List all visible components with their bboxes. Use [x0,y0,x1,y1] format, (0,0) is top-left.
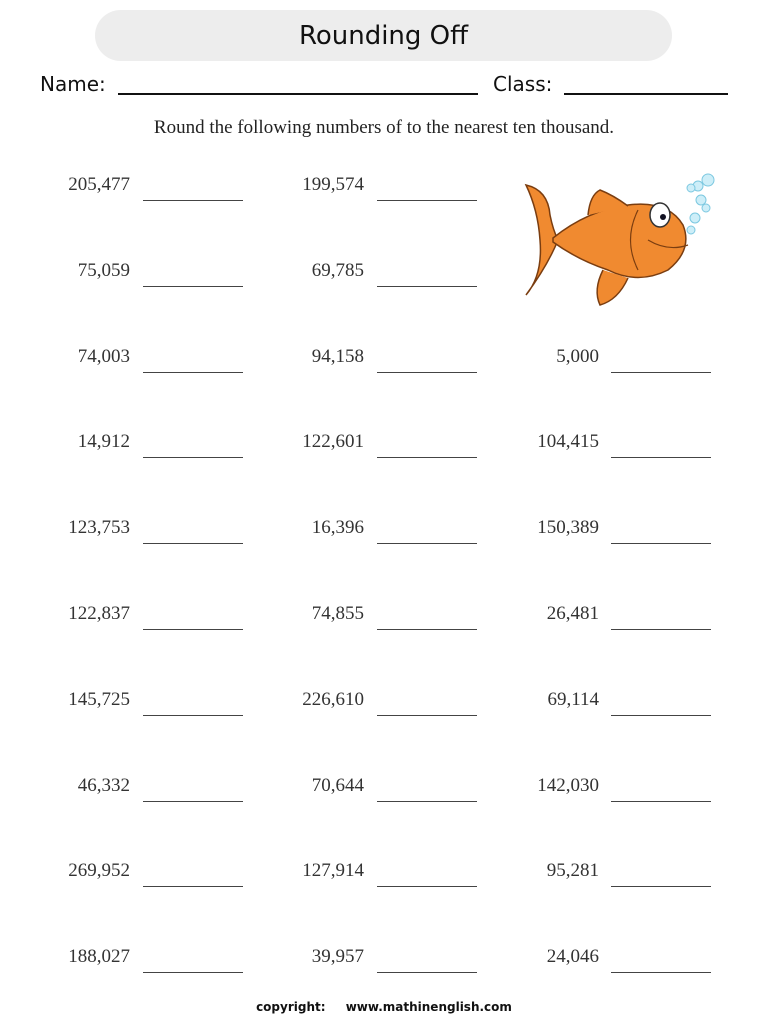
problem-number: 188,027 [68,946,130,968]
answer-blank[interactable] [143,529,243,544]
answer-blank[interactable] [143,787,243,802]
answer-blank[interactable] [611,701,711,716]
answer-blank[interactable] [611,958,711,973]
problem-number: 14,912 [77,431,130,453]
bubbles-icon [687,174,714,234]
problem-number: 127,914 [302,860,364,882]
answer-blank[interactable] [377,787,477,802]
problem-number: 70,644 [311,774,364,796]
answer-blank[interactable] [377,443,477,458]
class-blank[interactable] [564,93,728,95]
problem-number: 74,003 [77,345,130,367]
answer-blank[interactable] [377,529,477,544]
answer-blank[interactable] [143,958,243,973]
problem-number: 104,415 [537,431,599,453]
problem-number: 150,389 [537,517,599,539]
answer-blank[interactable] [143,358,243,373]
answer-blank[interactable] [377,615,477,630]
answer-blank[interactable] [377,958,477,973]
problem-number: 24,046 [546,946,599,968]
copyright-label: copyright: [256,1000,326,1014]
fish-icon [526,185,688,305]
goldfish-illustration [518,170,718,310]
footer [0,1000,768,1014]
problem-number: 199,574 [302,174,364,195]
answer-blank[interactable] [377,272,477,287]
problem-number: 26,481 [546,603,599,624]
instructions: Round the following numbers of to the nearest ten thousand. [153,117,615,138]
answer-blank[interactable] [611,872,711,887]
problem-number: 269,952 [68,860,130,882]
answer-blank[interactable] [143,443,243,458]
answer-blank[interactable] [611,615,711,630]
problem-number: 205,477 [68,174,130,195]
problem-number: 122,601 [302,431,364,453]
answer-blank[interactable] [611,358,711,373]
name-label: Name: [40,72,106,96]
name-blank[interactable] [118,93,478,95]
problem-number: 39,957 [311,946,364,968]
answer-blank[interactable] [143,701,243,716]
problem-number: 74,855 [311,603,364,624]
answer-blank[interactable] [143,615,243,630]
problem-number: 145,725 [68,688,130,710]
problem-number: 46,332 [77,774,130,796]
problem-number: 122,837 [68,603,130,624]
answer-blank[interactable] [377,186,477,201]
problem-number: 226,610 [302,688,364,710]
problem-number: 75,059 [77,259,130,281]
answer-blank[interactable] [143,272,243,287]
problem-number: 95,281 [546,860,599,882]
problem-number: 69,785 [311,259,364,281]
answer-blank[interactable] [143,872,243,887]
answer-blank[interactable] [377,872,477,887]
answer-blank[interactable] [377,358,477,373]
class-label: Class: [493,72,553,96]
website-link[interactable]: www.mathinenglish.com [345,1000,512,1014]
problem-number: 5,000 [556,345,599,367]
problem-number: 123,753 [68,517,130,539]
answer-blank[interactable] [611,787,711,802]
problem-number: 16,396 [311,517,364,539]
problem-number: 94,158 [311,345,364,367]
answer-blank[interactable] [611,443,711,458]
worksheet-title: Rounding Off [95,10,672,61]
answer-blank[interactable] [377,701,477,716]
answer-blank[interactable] [143,186,243,201]
answer-blank[interactable] [611,529,711,544]
problem-number: 142,030 [537,774,599,796]
problem-number: 69,114 [547,688,599,710]
